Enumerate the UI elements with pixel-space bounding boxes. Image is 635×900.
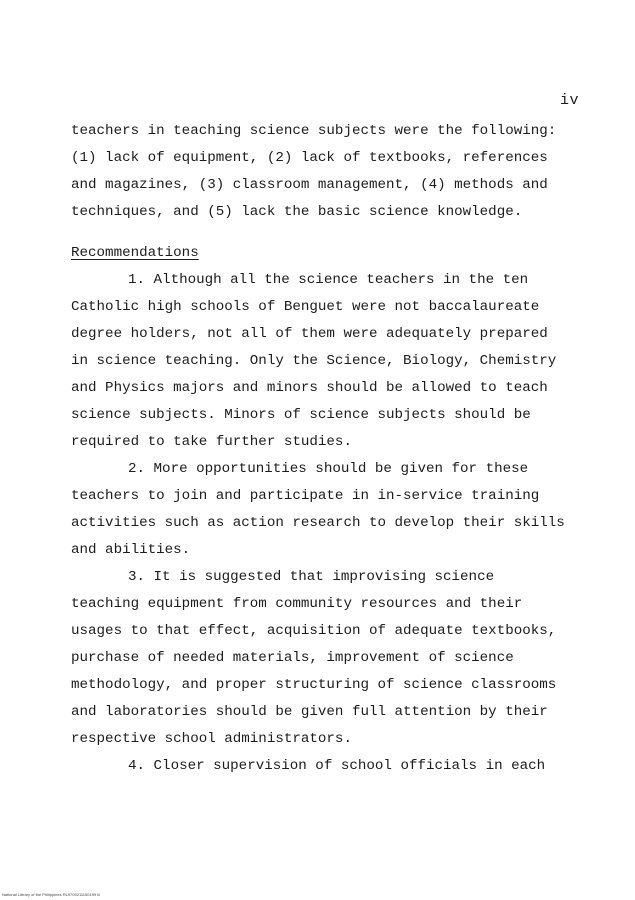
text-line: respective school administrators.: [71, 731, 352, 747]
recommendation-1: [71, 267, 571, 456]
text-line: Catholic high schools of Benguet were not baccalaureate: [71, 299, 540, 315]
text-line: methodology, and proper structuring of science classrooms: [71, 677, 557, 693]
text-line: and abilities.: [71, 542, 191, 558]
text-line: science subjects. Minors of science subjects should be: [71, 407, 531, 423]
text-line: teaching equipment from community resources and their: [71, 596, 523, 612]
section-heading-text: Recommendations: [71, 245, 199, 261]
paragraph-spacer: [71, 226, 571, 240]
section-heading: [71, 240, 571, 267]
text-line: activities such as action research to develop their skills: [71, 515, 565, 531]
text-line: and laboratories should be given full attention by their: [71, 704, 548, 720]
text-line: in science teaching. Only the Science, Biology, Chemistry: [71, 353, 557, 369]
recommendation-3: [71, 564, 571, 753]
text-line: required to take further studies.: [71, 434, 352, 450]
recommendation-2: [71, 456, 571, 564]
recommendation-4: [71, 753, 571, 780]
text-line: 4. Closer supervision of school officials in each: [128, 758, 546, 774]
text-line: teachers to join and participate in in-service training: [71, 488, 540, 504]
text-line: 2. More opportunities should be given for these: [128, 461, 529, 477]
text-line: 3. It is suggested that improvising science: [128, 569, 495, 585]
text-line: purchase of needed materials, improvement of science: [71, 650, 514, 666]
text-line: 1. Although all the science teachers in the ten: [128, 272, 529, 288]
body-text: [71, 118, 571, 780]
footer-watermark: National Library of the Philippines RL9709211150199 iii: [2, 892, 100, 897]
page-number: iv: [560, 92, 580, 109]
text-line: techniques, and (5) lack the basic science knowledge.: [71, 204, 523, 220]
text-line: degree holders, not all of them were adequately prepared: [71, 326, 548, 342]
text-line: usages to that effect, acquisition of adequate textbooks,: [71, 623, 557, 639]
text-line: (1) lack of equipment, (2) lack of textbooks, references: [71, 150, 548, 166]
text-line: and magazines, (3) classroom management, (4) methods and: [71, 177, 548, 193]
text-line: and Physics majors and minors should be allowed to teach: [71, 380, 548, 396]
paragraph-conclusion: [71, 118, 571, 226]
text-line: teachers in teaching science subjects were the following:: [71, 123, 557, 139]
